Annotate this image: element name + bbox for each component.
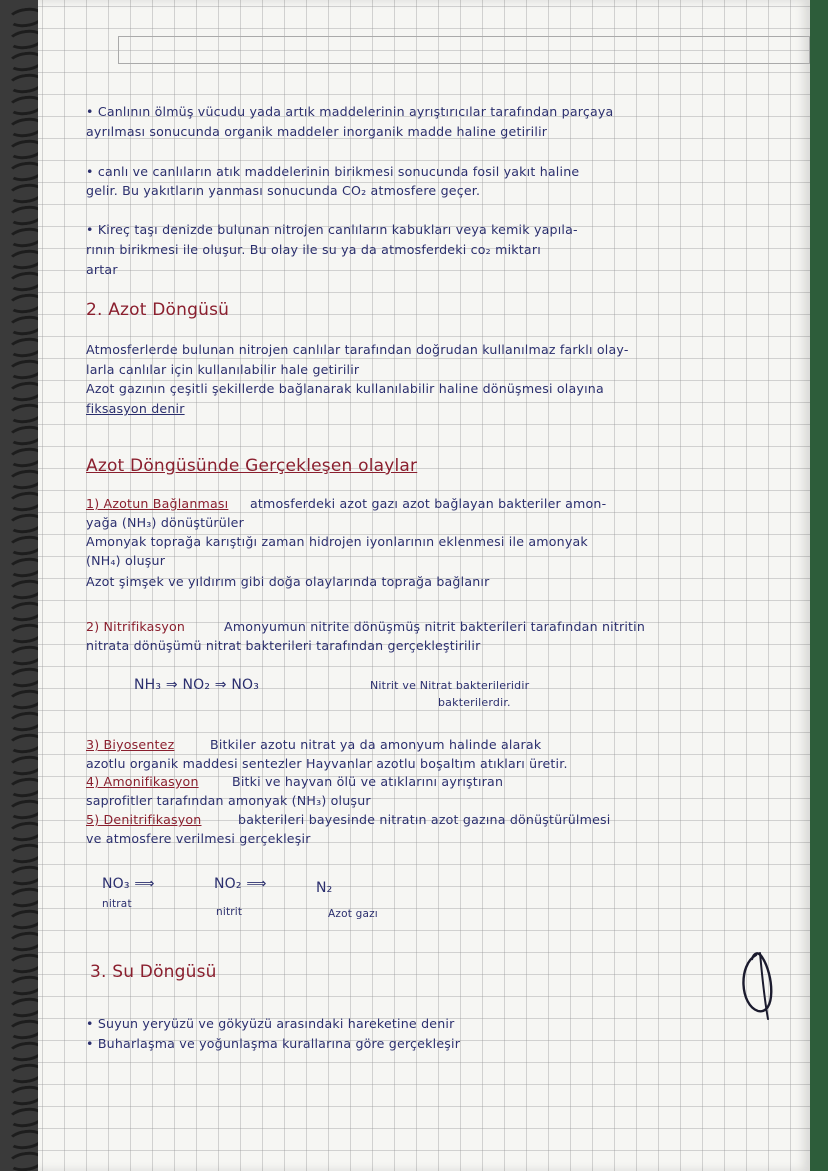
- event-heading: 2) Nitrifikasyon: [86, 619, 186, 634]
- notebook-page: [38, 0, 810, 1171]
- header-box: [118, 36, 810, 64]
- note-line: atmosferdeki azot gazı azot bağlayan bakteriler amon-: [250, 496, 607, 511]
- note-line: Amonyumun nitrite dönüşmüş nitrit bakterileri tarafından nitritin: [224, 619, 646, 634]
- note-line: Azot şimşek ve yıldırım gibi doğa olaylarında toprağa bağlanır: [86, 574, 490, 589]
- section-title: 3. Su Döngüsü: [90, 962, 217, 982]
- event-heading: 3) Biyosentez: [86, 737, 175, 752]
- note-line: larla canlılar için kullanılabilir hale getirilir: [86, 362, 360, 377]
- section-title: 2. Azot Döngüsü: [86, 300, 230, 320]
- note-line: artar: [86, 262, 118, 277]
- note-line: saprofitler tarafından amonyak (NH₃) oluşur: [86, 793, 371, 808]
- notebook-cover-edge: [810, 0, 828, 1171]
- event-heading: 4) Amonifikasyon: [86, 774, 199, 789]
- note-line: ve atmosfere verilmesi gerçekleşir: [86, 831, 311, 846]
- note-line: gelir. Bu yakıtların yanması sonucunda CO₂ atmosfere geçer.: [86, 183, 481, 198]
- formula: N₂: [316, 880, 333, 896]
- event-heading: 5) Denitrifikasyon: [86, 812, 202, 827]
- section-title: Azot Döngüsünde Gerçekleşen olaylar: [86, 456, 418, 476]
- note-line: Bitkiler azotu nitrat ya da amonyum halinde alarak: [210, 737, 542, 752]
- note-line: Nitrit ve Nitrat bakterileridir: [370, 679, 530, 692]
- note-line: bakterileri bayesinde nitratın azot gazına dönüştürülmesi: [238, 812, 611, 827]
- note-line: yağa (NH₃) dönüştürüler: [86, 515, 244, 530]
- note-line: • Suyun yeryüzü ve gökyüzü arasındaki hareketine denir: [86, 1016, 455, 1031]
- note-line: • Buharlaşma ve yoğunlaşma kurallarına göre gerçekleşir: [86, 1036, 461, 1051]
- formula: NH₃ ⇒ NO₂ ⇒ NO₃: [134, 677, 260, 693]
- note-line: Bitki ve hayvan ölü ve atıklarını ayrıştıran: [232, 774, 504, 789]
- note-line: ayrılması sonucunda organik maddeler inorganik madde haline getirilir: [86, 124, 548, 139]
- formula: NO₃ ⟹: [102, 876, 155, 892]
- note-line: • Canlının ölmüş vücudu yada artık maddelerinin ayrıştırıcılar tarafından parçaya: [86, 104, 614, 119]
- formula-label: nitrat: [102, 898, 132, 910]
- event-heading: 1) Azotun Bağlanması: [86, 496, 229, 511]
- note-line: bakterilerdir.: [438, 696, 511, 709]
- formula: NO₂ ⟹: [214, 876, 267, 892]
- note-line: (NH₄) oluşur: [86, 553, 166, 568]
- note-line: nitrata dönüşümü nitrat bakterileri tarafından gerçekleştirilir: [86, 638, 481, 653]
- formula-label: Azot gazı: [328, 908, 378, 920]
- signature-mark: [728, 945, 798, 1025]
- formula-label: nitrit: [216, 906, 243, 918]
- note-line: Azot gazının çeşitli şekillerde bağlanarak kullanılabilir haline dönüşmesi olayına: [86, 381, 604, 396]
- note-line: fiksasyon denir: [86, 401, 185, 416]
- note-line: • Kireç taşı denizde bulunan nitrojen canlıların kabukları veya kemik yapıla-: [86, 222, 578, 237]
- note-line: • canlı ve canlıların atık maddelerinin birikmesi sonucunda fosil yakıt haline: [86, 164, 580, 179]
- note-line: azotlu organik maddesi sentezler Hayvanlar azotlu boşaltım atıkları üretir.: [86, 756, 568, 771]
- note-line: Atmosferlerde bulunan nitrojen canlılar tarafından doğrudan kullanılmaz farklı olay-: [86, 342, 629, 357]
- note-line: Amonyak toprağa karıştığı zaman hidrojen iyonlarının eklenmesi ile amonyak: [86, 534, 588, 549]
- note-line: rının birikmesi ile oluşur. Bu olay ile su ya da atmosferdeki co₂ miktarı: [86, 242, 541, 257]
